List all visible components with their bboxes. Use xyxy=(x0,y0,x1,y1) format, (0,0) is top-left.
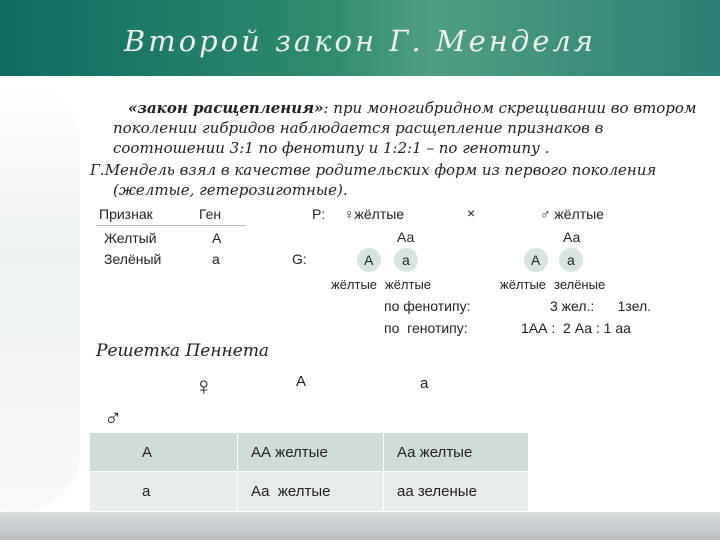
punnett-cell-recessive: аа зеленые xyxy=(397,483,477,500)
female-parent: ♀жёлтые xyxy=(344,206,405,222)
trait-header: Признак xyxy=(99,206,153,222)
punnett-cell-aa-hetero: Аа желтые xyxy=(397,443,473,461)
parents-label: P: xyxy=(312,206,326,222)
trait-yellow: Желтый xyxy=(104,230,157,246)
gamete-male-recessive: а xyxy=(567,252,575,268)
phenotype-label: по фенотипу: xyxy=(384,298,471,314)
punnett-cell xyxy=(384,433,529,472)
cross-sign: × xyxy=(467,205,476,221)
male-symbol: ♂ xyxy=(104,405,122,432)
female-symbol: ♀ xyxy=(194,371,214,401)
gametes-label: G: xyxy=(292,251,307,267)
female-genotype: Аа xyxy=(397,229,415,245)
paragraph-line-5: (желтые, гетерозиготные). xyxy=(113,181,348,199)
trait-table-divider xyxy=(96,225,246,226)
punnett-row-a-dominant: А xyxy=(142,443,153,461)
punnett-corner xyxy=(90,369,238,433)
punnett-row-header xyxy=(90,472,238,512)
male-genotype: Аа xyxy=(563,229,581,245)
gamete-female-dominant: А xyxy=(364,252,374,268)
punnett-square xyxy=(89,368,529,512)
punnett-cell xyxy=(238,433,384,472)
punnett-col-a-dominant: А xyxy=(296,373,307,390)
paragraph-line-1 xyxy=(128,99,696,117)
punnett-col-header xyxy=(384,369,529,433)
gamete-female-recessive: а xyxy=(402,252,410,268)
bottom-bar xyxy=(0,512,720,540)
paragraph-line-3: соотношении 3:1 по фенотипу и 1:2:1 – по генотипу . xyxy=(113,139,550,157)
punnett-cell xyxy=(384,472,529,512)
punnett-cell-hetero: Аа желтые xyxy=(251,483,331,500)
slide-title: Второй закон Г. Менделя xyxy=(123,24,597,58)
genotype-label: по генотипу: xyxy=(384,320,468,336)
paragraph-line-2: поколении гибридов наблюдается расщепление признаков в xyxy=(113,119,604,137)
offspring-phenotype: жёлтые xyxy=(500,277,547,292)
law-name: «закон расщепления» xyxy=(128,99,324,117)
title-bar xyxy=(0,0,720,76)
offspring-phenotype: жёлтые xyxy=(331,277,378,292)
punnett-col-header xyxy=(238,369,384,433)
punnett-row-a-recessive: а xyxy=(142,483,151,500)
paragraph-line-4: Г.Мендель взял в качестве родительских форм из первого поколения xyxy=(90,161,657,179)
punnett-cell xyxy=(238,472,384,512)
paragraph-line-1-rest: : при моногибридном скрещивании во втором xyxy=(323,99,697,117)
offspring-phenotype: зелёные xyxy=(554,277,606,292)
punnett-row-header xyxy=(90,433,238,472)
left-decoration xyxy=(0,82,80,512)
genotype-ratio: 1АА : 2 Аа : 1 аа xyxy=(521,320,631,336)
punnett-title: Решетка Пеннета xyxy=(96,341,270,361)
gamete-male-dominant: А xyxy=(531,252,541,268)
gene-recessive: а xyxy=(212,251,220,267)
gene-header: Ген xyxy=(199,206,222,222)
male-parent: ♂ жёлтые xyxy=(540,206,604,222)
trait-green: Зелёный xyxy=(104,251,162,267)
phenotype-ratio: 3 жел.: 1зел. xyxy=(550,298,652,314)
punnett-cell-aa-dominant: АА желтые xyxy=(251,443,328,461)
offspring-phenotype: жёлтые xyxy=(385,277,432,292)
gene-dominant: А xyxy=(212,230,222,246)
punnett-col-a-recessive: а xyxy=(420,375,429,392)
